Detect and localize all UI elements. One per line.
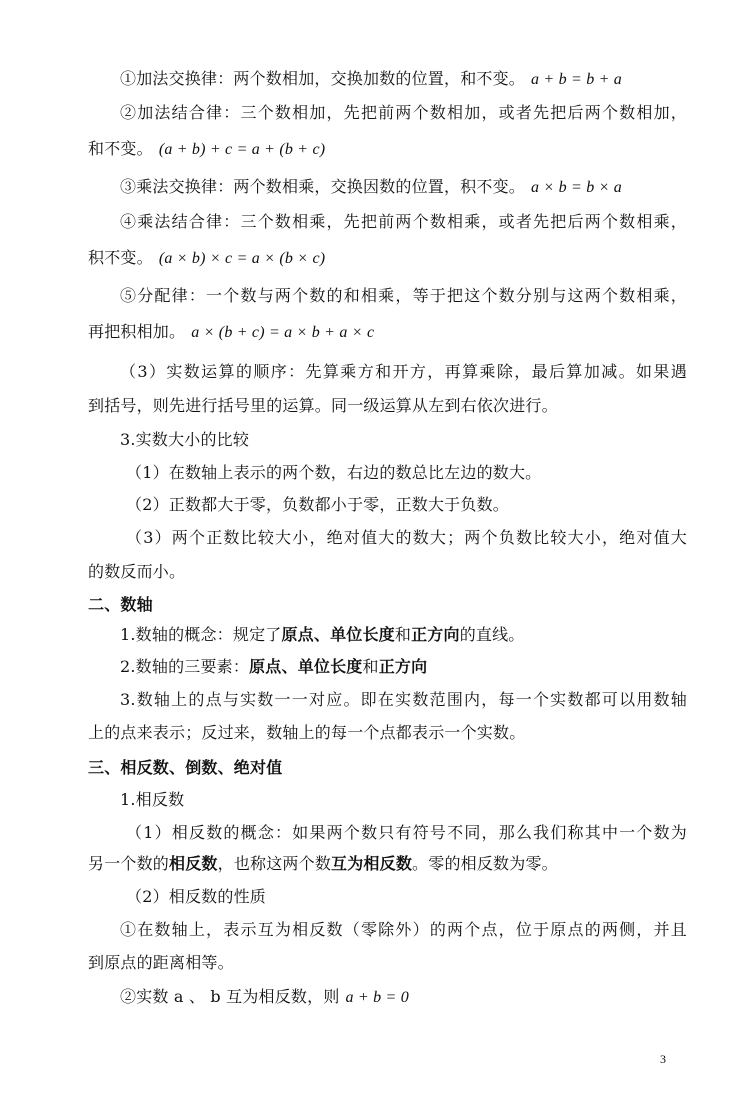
formula-multiplication-commutative: a × b = b × a — [531, 179, 623, 196]
rule-addition-associative-cont: 和不变。 (a + b) + c = a + (b + c) — [88, 139, 326, 158]
rule-addition-associative: ②加法结合律：三个数相加，先把前两个数相加，或者先把后两个数相加， — [120, 103, 687, 122]
number-line-correspondence: 3.数轴上的点与实数一一对应。即在实数范围内，每一个实数都可以用数轴 — [120, 690, 687, 709]
rule-multiplication-commutative: ③乘法交换律：两个数相乘，交换因数的位置，积不变。 a × b = b × a — [120, 177, 623, 196]
opposite-definition-cont: 另一个数的相反数，也称这两个数互为相反数。零的相反数为零。 — [88, 854, 558, 873]
operation-order-paragraph: （3）实数运算的顺序：先算乘方和开方，再算乘除，最后算加减。如果遇 — [120, 362, 687, 381]
number-line-definition: 1.数轴的概念：规定了原点、单位长度和正方向的直线。 — [120, 625, 525, 644]
comparison-item-3-cont: 的数反而小。 — [88, 562, 186, 581]
rule-distributive-cont: 再把积相加。 a × (b + c) = a × b + a × c — [88, 322, 375, 341]
operation-order-paragraph-cont: 到括号，则先进行括号里的运算。同一级运算从左到右依次进行。 — [88, 396, 558, 415]
formula-distributive: a × (b + c) = a × b + a × c — [191, 324, 375, 341]
opposite-property-1: ①在数轴上，表示互为相反数（零除外）的两个点，位于原点的两侧，并且 — [120, 920, 687, 939]
subsection-heading-opposite: 1.相反数 — [120, 790, 185, 809]
formula-opposite-sum: a + b = 0 — [345, 989, 409, 1006]
opposite-properties-heading: （2）相反数的性质 — [126, 887, 266, 906]
page-number: 3 — [660, 1052, 666, 1066]
opposite-property-1-cont: 到原点的距离相等。 — [88, 953, 234, 972]
rule-addition-commutative: ①加法交换律：两个数相加，交换加数的位置，和不变。 a + b = b + a — [120, 69, 623, 88]
number-line-correspondence-cont: 上的点来表示；反过来，数轴上的每一个点都表示一个实数。 — [88, 723, 526, 742]
comparison-item-1: （1）在数轴上表示的两个数，右边的数总比左边的数大。 — [126, 463, 542, 482]
section-heading-opposite-reciprocal-absolute: 三、相反数、倒数、绝对值 — [88, 758, 283, 777]
opposite-property-2: ②实数 a 、 b 互为相反数，则 a + b = 0 — [120, 987, 409, 1006]
rule-distributive: ⑤分配律：一个数与两个数的和相乘，等于把这个数分别与这两个数相乘， — [120, 286, 687, 305]
number-line-three-elements: 2.数轴的三要素：原点、单位长度和正方向 — [120, 657, 428, 676]
formula-addition-associative: (a + b) + c = a + (b + c) — [158, 141, 326, 158]
rule-multiplication-associative: ④乘法结合律：三个数相乘，先把前两个数相乘，或者先把后两个数相乘， — [120, 212, 687, 231]
formula-addition-commutative: a + b = b + a — [531, 71, 623, 88]
opposite-definition: （1）相反数的概念：如果两个数只有符号不同，那么我们称其中一个数为 — [126, 823, 687, 842]
formula-multiplication-associative: (a × b) × c = a × (b × c) — [158, 250, 326, 267]
comparison-item-3: （3）两个正数比较大小，绝对值大的数大；两个负数比较大小，绝对值大 — [126, 528, 687, 547]
section-heading-number-line: 二、数轴 — [88, 595, 153, 614]
rule-multiplication-associative-cont: 积不变。 (a × b) × c = a × (b × c) — [88, 248, 326, 267]
subsection-heading-comparison: 3.实数大小的比较 — [120, 430, 250, 449]
comparison-item-2: （2）正数都大于零，负数都小于零，正数大于负数。 — [126, 495, 509, 514]
